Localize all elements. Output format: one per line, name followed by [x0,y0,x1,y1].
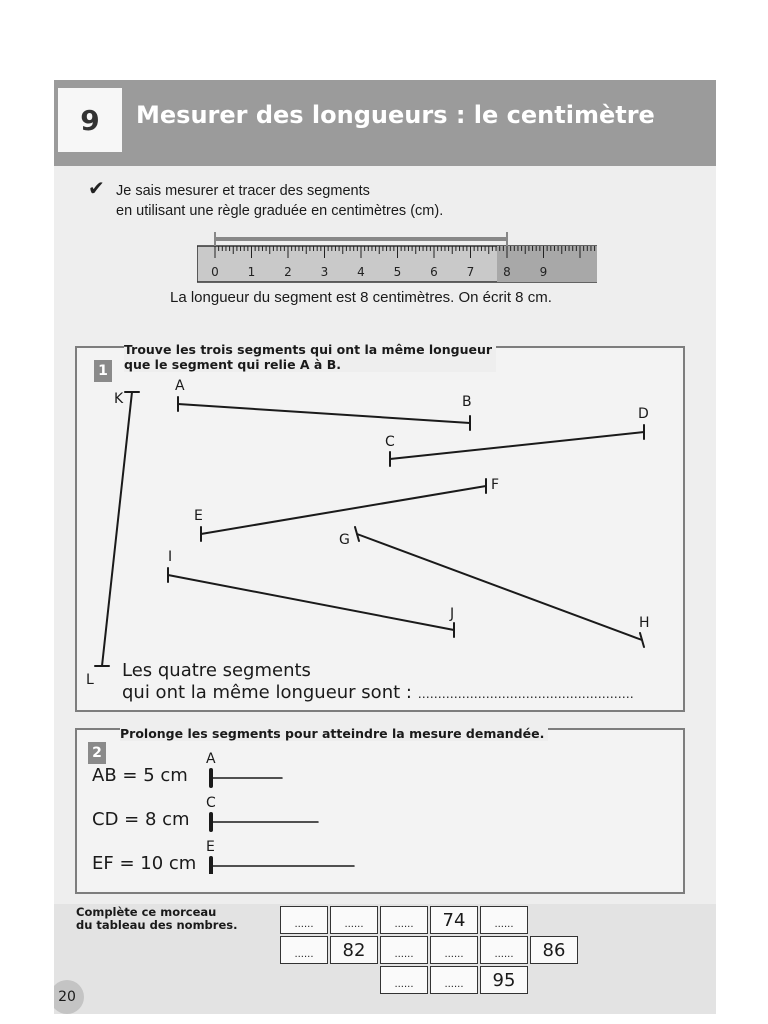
exercise-1-instruction-line-2: que le segment qui relie A à B. [124,357,341,372]
objective-line-1: Je sais mesurer et tracer des segments [116,183,370,199]
exercise-2-instruction: Prolonge les segments pour atteindre la mesure demandée. [120,726,548,741]
table-instruction-line-2: du tableau des nombres. [76,918,238,932]
ruler-number: 7 [466,265,475,279]
ruler-number: 3 [320,265,329,279]
segment-EF [201,486,486,534]
ruler-number: 4 [357,265,365,279]
table-cell: 86 [530,936,578,964]
table-cell[interactable]: ...... [430,936,478,964]
ruler-number: 2 [284,265,292,279]
exercise-2-number: 2 [88,742,106,764]
segment-AB [178,404,470,423]
table-cell[interactable]: ...... [430,966,478,994]
exercise-1-answer [122,660,634,705]
table-cell[interactable]: ...... [380,966,428,994]
segments-to-extend[interactable] [204,764,364,874]
objective-line-2: en utilisant une règle graduée en centimètres (cm). [116,203,444,219]
answer-field[interactable]: ……………………………………………… [417,687,634,701]
lesson-number: 9 [58,88,122,152]
label-J: J [450,606,455,622]
exercise-1-number: 1 [94,360,112,382]
ruler-number: 5 [393,265,402,279]
segment-KL [102,392,132,666]
label-I: I [168,549,173,565]
segment-GH [357,534,642,640]
ruler-number: 1 [247,265,256,279]
equation-AB: AB = 5 cm [92,765,188,786]
label-B: B [462,394,472,410]
letter-A: A [206,751,216,767]
label-F: F [491,477,500,493]
label-C: C [385,434,395,450]
table-cell[interactable]: ...... [380,906,428,934]
segment-CD [390,432,644,459]
table-cell: 74 [430,906,478,934]
check-icon: ✔ [88,178,105,200]
answer-line-1: Les quatre segments [122,660,311,681]
table-cell[interactable]: ...... [280,936,328,964]
table-cell[interactable]: ...... [480,906,528,934]
table-cell[interactable]: ...... [280,906,328,934]
ruler-number: 8 [503,265,511,279]
table-cell[interactable]: ...... [380,936,428,964]
letter-C: C [206,795,216,811]
label-H: H [639,615,650,631]
lesson-title: Mesurer des longueurs : le centimètre [136,101,655,129]
label-E: E [194,508,203,524]
letter-E: E [206,839,215,855]
workbook-page [54,80,716,1014]
label-D: D [638,406,649,422]
equation-CD: CD = 8 cm [92,809,190,830]
table-cell: 82 [330,936,378,964]
ruler-number: 0 [211,265,219,279]
label-G: G [339,532,350,548]
ruler-number: 6 [430,265,438,279]
segment-IJ [168,575,454,630]
equation-EF: EF = 10 cm [92,853,197,874]
answer-line-2: qui ont la même longueur sont : [122,682,412,703]
page-number: 20 [54,980,84,1014]
label-L: L [86,672,94,688]
table-cell: 95 [480,966,528,994]
label-K: K [114,391,124,407]
table-cell[interactable]: ...... [330,906,378,934]
label-A: A [175,378,185,394]
exercise-1-instruction-line-1: Trouve les trois segments qui ont la même longueur [124,342,493,357]
table-instruction [76,906,237,932]
table-cell[interactable]: ...... [480,936,528,964]
ruler-number: 9 [539,265,548,279]
table-instruction-line-1: Complète ce morceau [76,905,217,919]
ruler-caption: La longueur du segment est 8 centimètres. On écrit 8 cm. [170,289,552,306]
